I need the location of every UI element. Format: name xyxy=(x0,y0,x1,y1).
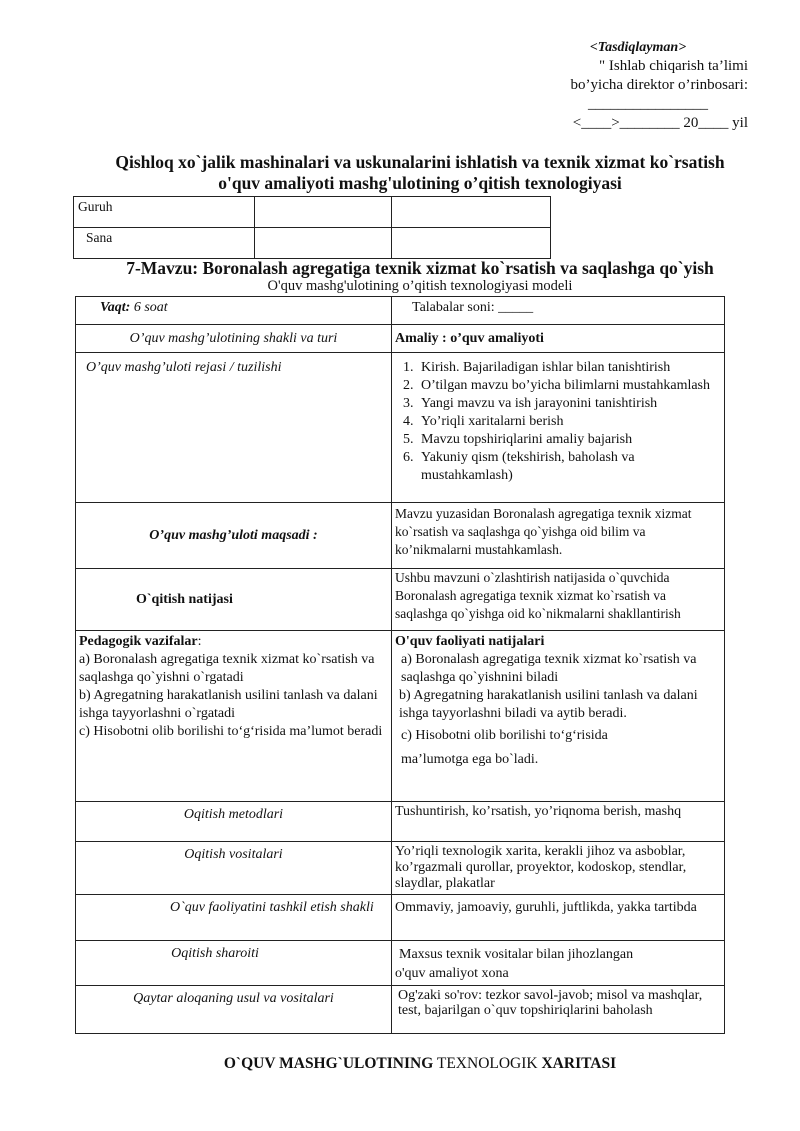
footer-part-3: XARITASI xyxy=(541,1055,617,1072)
approval-title: <Tasdiqlayman> xyxy=(589,40,687,55)
date-label: Sana xyxy=(74,228,255,259)
feedback-label: Qaytar aloqaning usul va vositalari xyxy=(76,986,392,1034)
group-label: Guruh xyxy=(74,197,255,228)
conditions-label: Oqitish sharoiti xyxy=(76,941,392,986)
methods-label: Oqitish metodlari xyxy=(76,802,392,842)
tools-value: Yo’riqli texnologik xarita, kerakli jihoz va asboblar, ko’rgazmali qurollar, proyektor, kodoskop, stendlar, slaydlar, plakatlar xyxy=(392,842,725,895)
time-cell xyxy=(76,297,392,325)
pedagogical-tasks-heading xyxy=(79,633,388,651)
learning-result: a) Boronalash agregatiga texnik xizmat ko`rsatish va saqlashga qo`yishnini biladi xyxy=(401,652,697,685)
tools-label: Oqitish vositalari xyxy=(76,842,392,895)
time-value: 6 soat xyxy=(130,300,168,315)
methods-value: Tushuntirish, ko’rsatish, yo’riqnoma berish, mashq xyxy=(392,802,725,842)
conditions-cell xyxy=(392,941,725,986)
goal-label: O’quv mashg’uloti maqsadi : xyxy=(76,503,392,569)
plan-item: 2. O’tilgan mavzu bo’yicha bilimlarni mustahkamlash xyxy=(417,377,721,395)
learning-result: ma’lumotga ega bo`ladi. xyxy=(401,752,539,767)
footer-heading xyxy=(60,1055,780,1073)
footer-part-1: O`QUV MASHG`ULOTINING xyxy=(223,1055,434,1072)
conditions-value-2: o'quv amaliyot xona xyxy=(395,966,509,981)
plan-item: 3. Yangi mavzu va ish jarayonini tanishtirish xyxy=(417,395,721,413)
plan-item: 6. Yakuniy qism (tekshirish, baholash va mustahkamlash) xyxy=(417,449,721,485)
pedagogical-tasks-cell xyxy=(76,631,392,802)
feedback-value: Og'zaki so'rov: tezkor savol-javob; misol va mashqlar, test, bajarilgan o`quv topshiriqlarini baholash xyxy=(392,986,725,1034)
plan-cell xyxy=(392,353,725,503)
plan-list xyxy=(395,359,721,485)
pedagogical-tasks-title: Pedagogik vazifalar xyxy=(79,634,198,649)
conditions-value-1: Maxsus texnik vositalar bilan jihozlangan xyxy=(399,947,634,962)
learning-results-cell xyxy=(392,631,725,802)
goal-value: Mavzu yuzasidan Boronalash agregatiga texnik xizmat ko`rsatish va saqlashga qo`yishga oid bilim va ko’nikmalarni mustahkamlash. xyxy=(392,503,725,569)
time-label: Vaqt: xyxy=(100,300,131,315)
approval-block xyxy=(508,38,748,133)
result-label: O`qitish natijasi xyxy=(76,569,392,631)
learning-results-title: O'quv faoliyati natijalari xyxy=(395,634,545,649)
pedagogical-task: b) Agregatning harakatlanish usilini tanlash va dalani ishga tayyorlashni o`rgatadi xyxy=(79,688,378,721)
document-title xyxy=(60,152,780,194)
footer-part-2: TEXNOLOGIK xyxy=(433,1055,542,1072)
students-cell: Talabalar soni: _____ xyxy=(392,297,725,325)
pedagogical-task: c) Hisobotni olib borilishi to‘g‘risida ma’lumot beradi xyxy=(79,724,383,739)
lesson-model-table xyxy=(75,296,725,1034)
learning-result: c) Hisobotni olib borilishi to‘g‘risida xyxy=(401,728,608,743)
learning-result: b) Agregatning harakatlanish usilini tanlash va dalani ishga tayyorlashni biladi va aytib beradi. xyxy=(399,688,698,721)
plan-item: 1. Kirish. Bajariladigan ishlar bilan tanishtirish xyxy=(417,359,721,377)
form-label: O’quv mashg’ulotining shakli va turi xyxy=(76,325,392,353)
plan-label: O’quv mashg’uloti rejasi / tuzilishi xyxy=(76,353,392,503)
title-line-1: Qishloq xo`jalik mashinalari va uskunalarini ishlatish va texnik xizmat ko`rsatish xyxy=(115,152,725,172)
topic-title: 7-Mavzu: Boronalash agregatiga texnik xizmat ko`rsatish va saqlashga qo`yish xyxy=(126,258,714,278)
approval-signature-line: ________________ xyxy=(588,96,708,112)
date-cell-1[interactable] xyxy=(255,228,392,259)
pedagogical-task: a) Boronalash agregatiga texnik xizmat ko`rsatish va saqlashga qo`yishni o`rgatadi xyxy=(79,652,375,685)
form-value: Amaliy : o’quv amaliyoti xyxy=(392,325,725,353)
approval-line-2: bo’yicha direktor o’rinbosari: xyxy=(570,77,748,93)
pedagogical-tasks-colon: : xyxy=(197,634,202,649)
group-date-table xyxy=(73,196,551,259)
organization-value: Ommaviy, jamoaviy, guruhli, juftlikda, yakka tartibda xyxy=(392,895,725,941)
organization-label: O`quv faoliyatini tashkil etish shakli xyxy=(76,895,392,941)
title-line-2: o'quv amaliyoti mashg'ulotining o’qitish texnologiyasi xyxy=(218,173,622,193)
group-cell-1[interactable] xyxy=(255,197,392,228)
result-value: Ushbu mavzuni o`zlashtirish natijasida o`quvchida Boronalash agregatiga texnik xizmat ko`rsatish va saqlashga qo`yishga oid ko`nikmalarni shakllantirish xyxy=(392,569,725,631)
plan-item: 5. Mavzu topshiriqlarini amaliy bajarish xyxy=(417,431,721,449)
date-cell-2[interactable] xyxy=(392,228,551,259)
approval-line-1: " Ishlab chiqarish ta’limi xyxy=(598,58,748,74)
group-cell-2[interactable] xyxy=(392,197,551,228)
topic-subtitle: O'quv mashg'ulotining o’qitish texnologiyasi modeli xyxy=(267,278,573,294)
plan-item: 4. Yo’riqli xaritalarni berish xyxy=(417,413,721,431)
approval-date-line: <____>________ 20____ yil xyxy=(572,115,748,131)
